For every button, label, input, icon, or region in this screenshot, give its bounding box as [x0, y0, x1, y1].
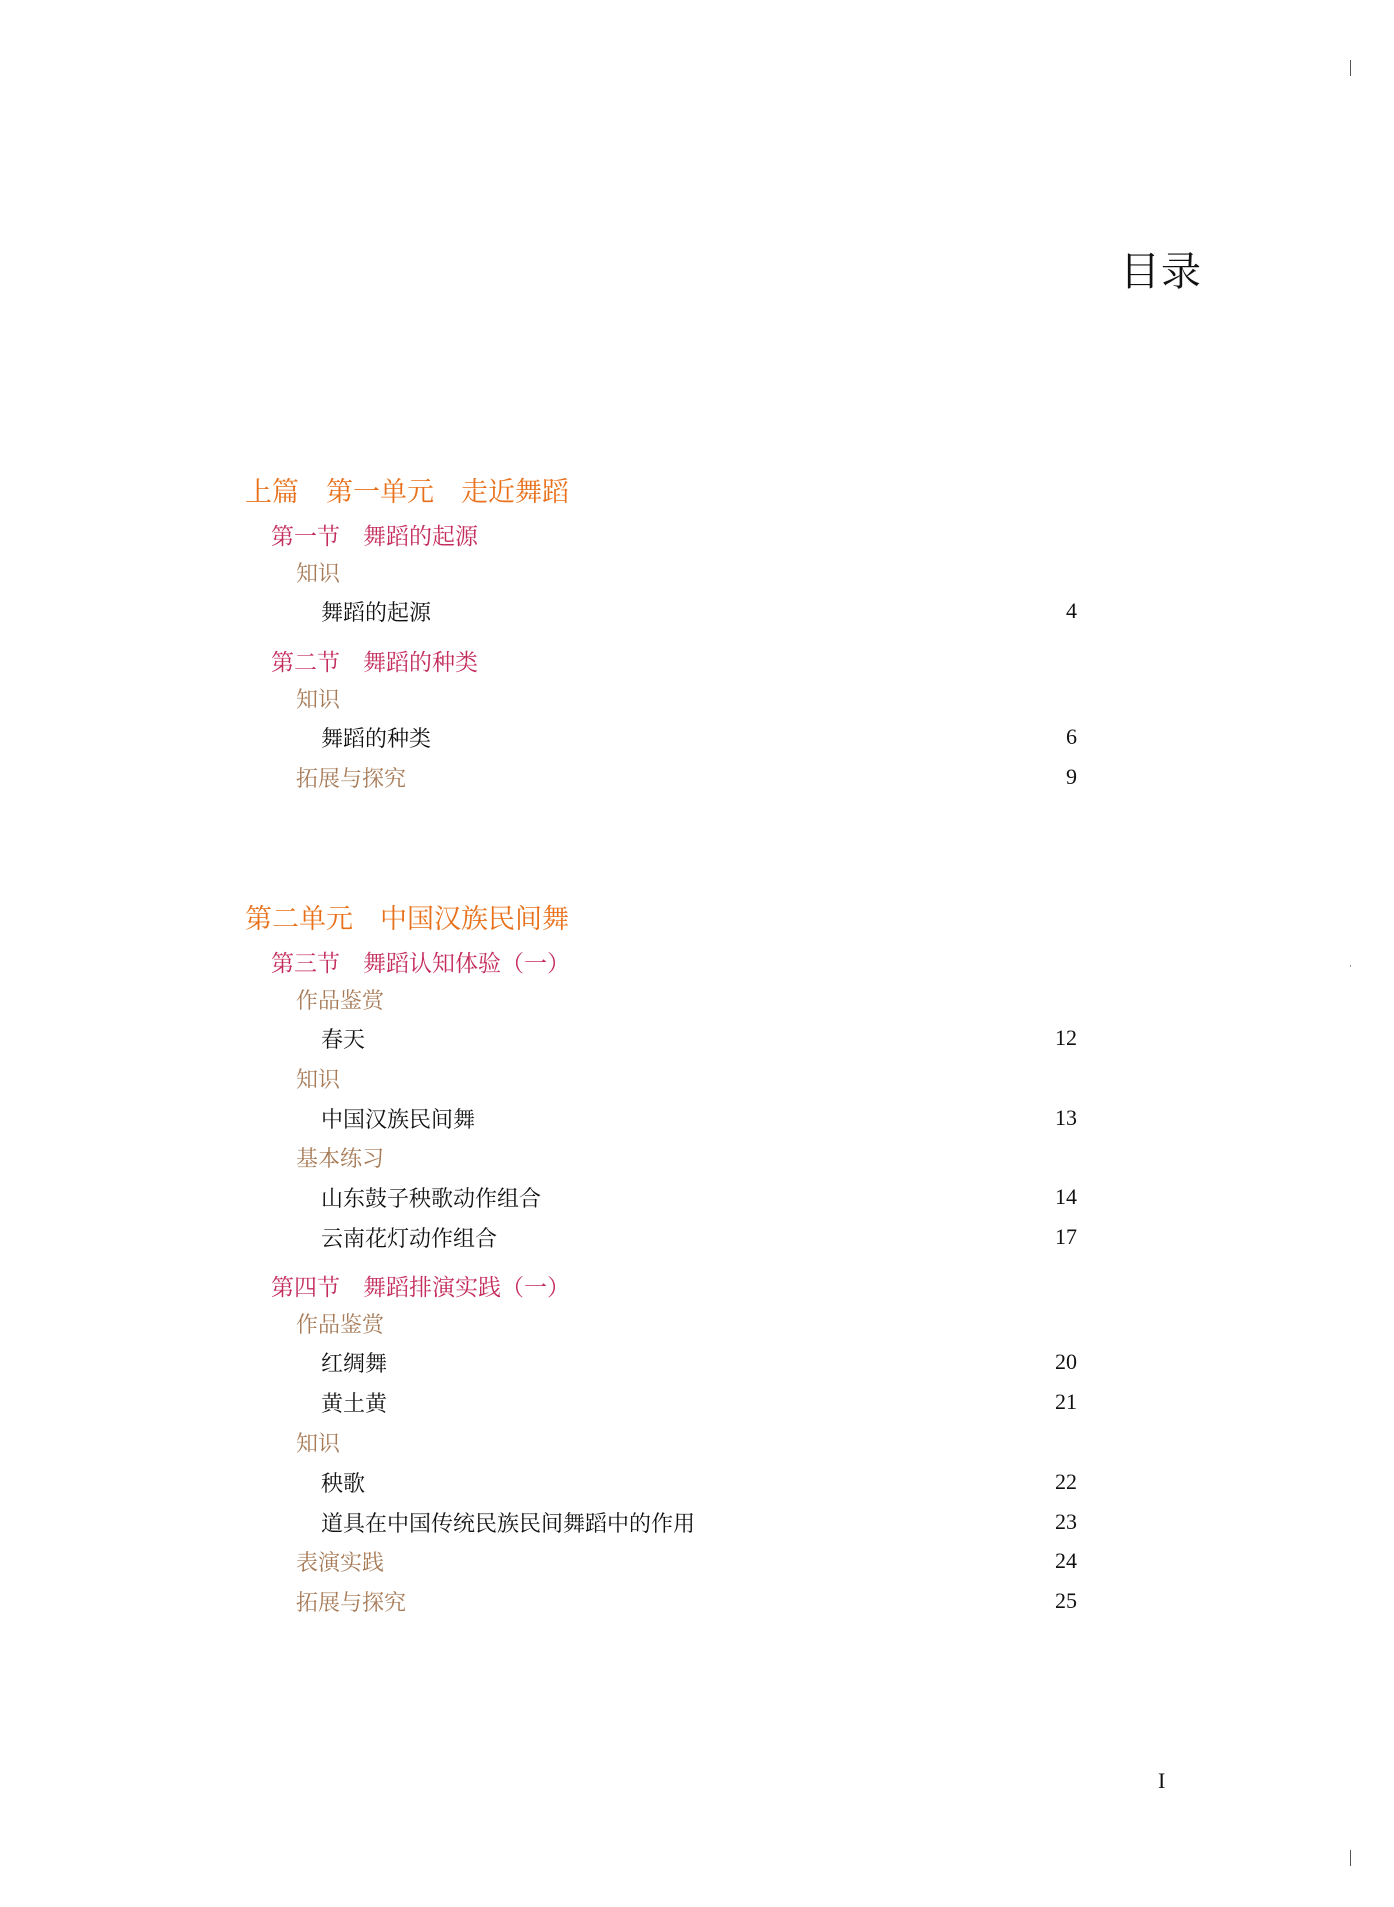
toc-entry-page: 6 [1066, 724, 1077, 749]
toc-entry-title: 春天 [321, 1028, 366, 1053]
toc-entry-title: 舞蹈的起源 [321, 601, 432, 626]
toc-entry-page: 17 [1055, 1224, 1077, 1249]
category-heading: 知识 [296, 562, 341, 587]
toc-entry-page: 13 [1055, 1105, 1077, 1130]
section-heading: 第三节 舞蹈认知体验（一） [271, 951, 570, 977]
toc-entry-page: 22 [1055, 1469, 1077, 1494]
category-heading: 表演实践 [296, 1551, 385, 1576]
toc-entry-page: 23 [1055, 1509, 1077, 1534]
toc-entry-title: 中国汉族民间舞 [321, 1108, 476, 1133]
toc-entry-title: 舞蹈的种类 [321, 727, 432, 752]
unit-heading: 上篇 第一单元 走近舞蹈 [245, 477, 569, 508]
toc-entry-title: 云南花灯动作组合 [321, 1227, 498, 1252]
category-heading: 基本练习 [296, 1147, 385, 1172]
section-heading: 第四节 舞蹈排演实践（一） [271, 1275, 570, 1301]
toc-entry-page: 9 [1066, 764, 1077, 789]
crop-mark-top [1350, 60, 1351, 76]
toc-entry-page: 4 [1066, 598, 1077, 623]
toc-entry-title: 道具在中国传统民族民间舞蹈中的作用 [321, 1512, 696, 1537]
toc-entry-title: 秧歌 [321, 1472, 366, 1497]
toc-entry-page: 25 [1055, 1588, 1077, 1613]
category-heading: 拓展与探究 [296, 1591, 407, 1616]
page-title: 目录 [1120, 249, 1202, 295]
toc-entry-title: 山东鼓子秧歌动作组合 [321, 1187, 542, 1212]
category-heading: 知识 [296, 1068, 341, 1093]
category-heading: 作品鉴赏 [296, 1313, 385, 1338]
crop-mark-middle [1350, 965, 1351, 967]
section-heading: 第一节 舞蹈的起源 [271, 524, 478, 550]
section-heading: 第二节 舞蹈的种类 [271, 650, 478, 676]
category-heading: 知识 [296, 1432, 341, 1457]
toc-entry-page: 14 [1055, 1184, 1077, 1209]
category-heading: 知识 [296, 688, 341, 713]
toc-entry-page: 12 [1055, 1025, 1077, 1050]
category-heading: 作品鉴赏 [296, 989, 385, 1014]
toc-entry-page: 24 [1055, 1548, 1077, 1573]
toc-entry-page: 21 [1055, 1389, 1077, 1414]
toc-entry-title: 黄土黄 [321, 1392, 388, 1417]
page-number: I [1158, 1768, 1166, 1793]
category-heading: 拓展与探究 [296, 767, 407, 792]
crop-mark-bottom [1350, 1850, 1351, 1866]
unit-heading: 第二单元 中国汉族民间舞 [245, 904, 569, 935]
toc-entry-title: 红绸舞 [321, 1352, 388, 1377]
toc-entry-page: 20 [1055, 1349, 1077, 1374]
